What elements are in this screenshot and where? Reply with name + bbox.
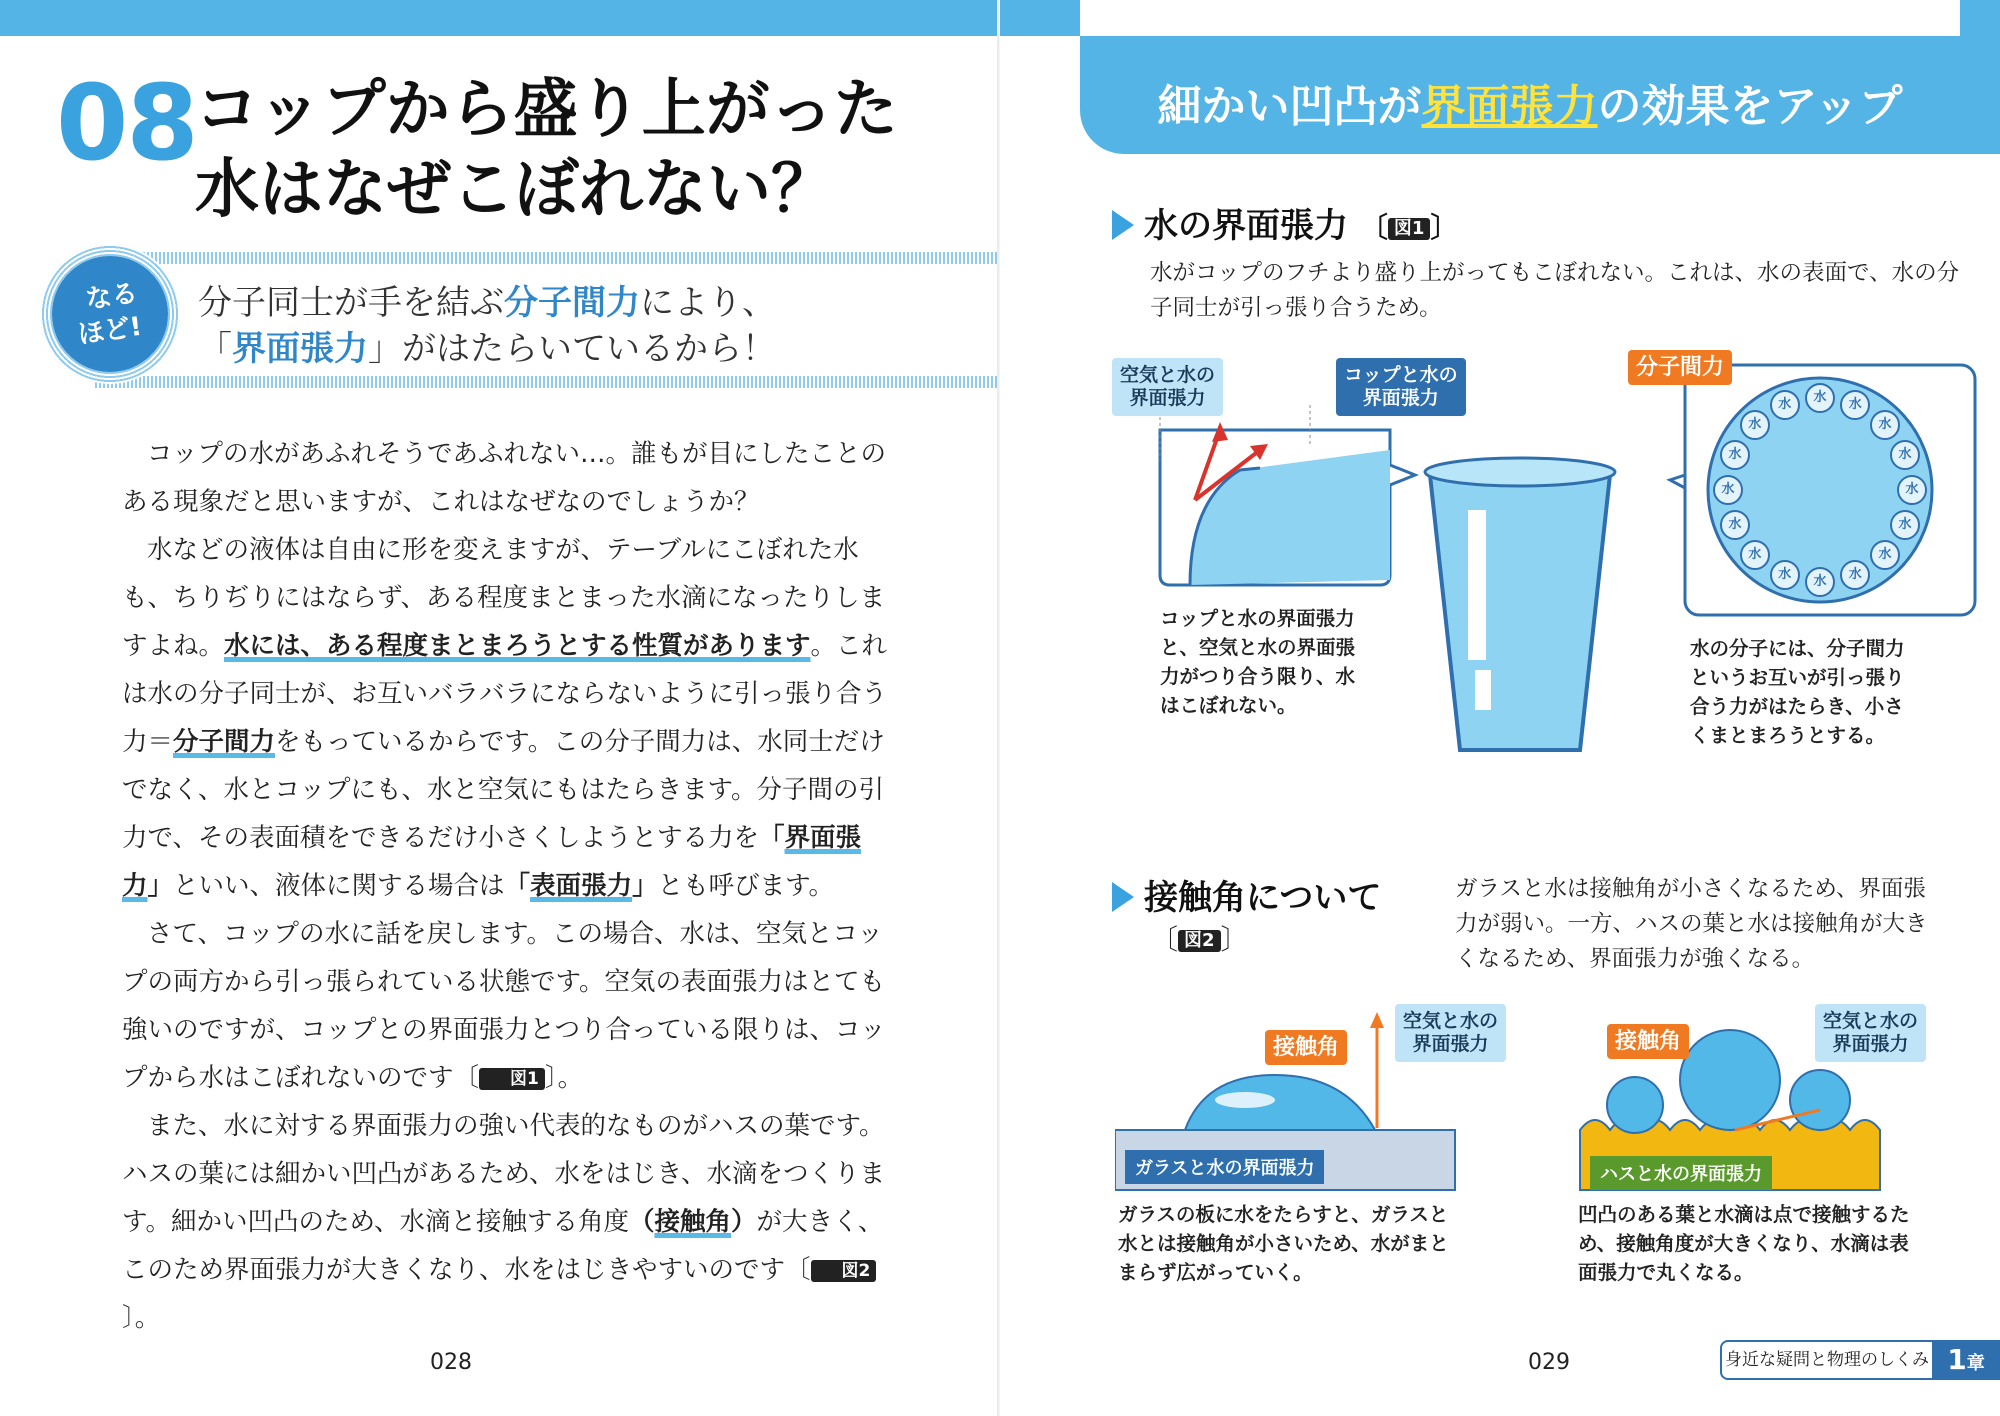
p2c: 。これは水の分子同士が、お互いバラバラにならないように引っ張り合う力＝ xyxy=(122,631,888,757)
top-bar-right xyxy=(1000,0,1080,36)
water-molecule: 水 xyxy=(1740,540,1770,570)
f2b-l1: 空気と水の xyxy=(1823,1010,1919,1032)
p2l: 」 xyxy=(632,871,658,901)
water-molecule: 水 xyxy=(1890,440,1920,470)
p2i: といい、液体に関する場合は xyxy=(173,871,505,901)
f1cr-3: くまとまろうとする。 xyxy=(1690,724,1886,747)
fig2-air-label-right xyxy=(1815,1004,1926,1062)
cup-water-top xyxy=(1425,458,1615,486)
fig2-caption-right xyxy=(1578,1200,1910,1287)
fig1-air-l2: 界面張力 xyxy=(1129,387,1206,409)
section-2-text: ガラスと水は接触角が小さくなるため、界面張力が弱い。一方、ハスの葉と水は接触角が大きくなるため、界面張力が強くなる。 xyxy=(1455,876,1928,972)
chapter-num: 1 xyxy=(1947,1343,1967,1376)
sec2-fig-bracket: 〔 図2 〕 xyxy=(1150,923,1249,956)
p2j: 「 xyxy=(504,871,531,901)
fig2-caption-left xyxy=(1118,1200,1449,1287)
banner-b: 界面張力 xyxy=(1421,81,1598,132)
p2m: とも呼びます。 xyxy=(657,871,835,901)
p4f: 〕。 xyxy=(122,1303,161,1333)
fig1-caption-left xyxy=(1160,604,1355,720)
p3a: さて、コップの水に話を戻します。この場合、水は、空気とコップの両方から引っ張られている状態です。空気の表面張力はとても強いのですが、コップとの界面張力とつり合っている限りは、コップから水はこぼれないのです〔 xyxy=(122,919,886,1093)
water-molecule: 水 xyxy=(1840,390,1870,420)
paragraph-3 xyxy=(122,910,892,1102)
f2a-l1: 空気と水の xyxy=(1403,1010,1499,1032)
p3b: 〕。 xyxy=(544,1063,584,1093)
f1cl-1: と、空気と水の界面張 xyxy=(1160,636,1356,659)
water-molecule: 水 xyxy=(1740,410,1770,440)
f1cl-2: 力がつり合う限り、水 xyxy=(1160,665,1356,688)
p2f: 「 xyxy=(759,823,785,853)
f1cl-0: コップと水の界面張力 xyxy=(1160,607,1355,630)
paragraph-2 xyxy=(122,526,892,910)
chapter-unit: 章 xyxy=(1966,1353,1985,1374)
p4e: が大きく、このため界面張力が大きくなり、水をはじきやすいのです〔 xyxy=(122,1207,884,1285)
water-molecule: 水 xyxy=(1870,410,1900,440)
banner-a: 細かい凹凸が xyxy=(1157,81,1422,132)
chapter-tab-label: 身近な疑問と物理のしくみ xyxy=(1720,1340,1934,1380)
answer-1c: により、 xyxy=(640,283,776,323)
section-1-title: 水の界面張力 xyxy=(1144,206,1348,246)
cup-highlight-2 xyxy=(1475,670,1491,710)
fig1-cup-label xyxy=(1336,358,1466,416)
fig2-air-label-left xyxy=(1395,1004,1506,1062)
lotus-droplet-2 xyxy=(1680,1030,1780,1130)
banner-c: の効果をアップ xyxy=(1597,81,1903,132)
fig1-air-label xyxy=(1112,358,1223,416)
page-number-left: 028 xyxy=(430,1350,472,1375)
chapter-number: 08 xyxy=(56,62,197,184)
banner xyxy=(1080,36,2000,154)
answer-1a: 分子同士が手を結ぶ xyxy=(198,283,504,323)
top-bar-right-edge xyxy=(1960,0,2000,36)
p2d: 分子間力 xyxy=(173,727,276,757)
right-page xyxy=(1000,0,2000,1416)
water-molecule: 水 xyxy=(1805,567,1835,597)
banner-title xyxy=(1080,70,1980,134)
fig1-cup-l1: コップと水の xyxy=(1344,364,1458,386)
section-1-heading xyxy=(1112,198,1458,247)
f2cr-0: 凹凸のある葉と水滴は点で接触するた xyxy=(1578,1203,1910,1226)
section-2-heading xyxy=(1112,870,1381,919)
f1cr-1: というお互いが引っ張り xyxy=(1690,666,1905,689)
lotus-tension-bar: ハスと水の界面張力 xyxy=(1590,1156,1772,1190)
water-molecule: 水 xyxy=(1805,383,1835,413)
droplet-shine xyxy=(1215,1092,1275,1108)
sec1-bracket: 〔 図1 〕 xyxy=(1359,211,1459,244)
figure-ref-1: 図1 xyxy=(479,1068,545,1090)
flat-droplet xyxy=(1185,1075,1375,1130)
figure-ref-2: 図2 xyxy=(811,1260,877,1282)
stripe-top xyxy=(95,252,1000,264)
badge-line-2: ほど! xyxy=(76,311,144,351)
page-title xyxy=(195,70,898,230)
f1cr-0: 水の分子には、分子間力 xyxy=(1690,637,1905,660)
p4b: （ xyxy=(628,1207,655,1237)
chapter-tab-number xyxy=(1932,1340,2000,1380)
answer-2a: 「 xyxy=(198,329,232,369)
p4c: 接触角 xyxy=(654,1207,731,1237)
title-line-2: 水はなぜこぼれない？ xyxy=(195,153,835,227)
glass-tension-bar: ガラスと水の界面張力 xyxy=(1125,1150,1324,1184)
p2a: 水などの液体は自由に形を変えますが、テーブルにこぼれた水も、ちりぢりにはならず、ある程度まとまった水滴になったりしますよね。 xyxy=(122,535,885,661)
p2k: 表面張力 xyxy=(530,871,633,901)
water-molecule: 水 xyxy=(1897,475,1927,505)
body-text xyxy=(122,430,892,1342)
answer-2b: 界面張力 xyxy=(232,329,368,369)
triangle-icon xyxy=(1112,210,1134,240)
title-line-1: コップから盛り上がった xyxy=(195,73,898,147)
water-molecule: 水 xyxy=(1713,475,1743,505)
fig1-mol-label: 分子間力 xyxy=(1628,350,1732,385)
fig1-air-l1: 空気と水の xyxy=(1120,364,1216,386)
f1cl-3: はこぼれない。 xyxy=(1160,694,1297,717)
p2h: 」 xyxy=(147,871,174,901)
pointer-right xyxy=(1670,475,1685,488)
water-molecule: 水 xyxy=(1890,510,1920,540)
p2b: 水には、ある程度まとまろうとする性質があります xyxy=(224,631,811,661)
lotus-droplet-1 xyxy=(1607,1077,1663,1133)
water-molecule: 水 xyxy=(1770,560,1800,590)
answer-badge xyxy=(52,256,168,372)
f2cl-2: まらず広がっていく。 xyxy=(1118,1261,1313,1284)
p4d: ） xyxy=(730,1207,757,1237)
p2g: 界面張力 xyxy=(122,823,862,901)
fig1-caption-right xyxy=(1690,634,1905,750)
section-1-text: 水がコップのフチより盛り上がってもこぼれない。これは、水の表面で、水の分子同士が引っ張り合うため。 xyxy=(1150,260,1960,321)
f2b-l2: 界面張力 xyxy=(1832,1033,1909,1055)
water-molecule: 水 xyxy=(1720,510,1750,540)
section-2-fig: 図2 xyxy=(1178,930,1221,952)
f2cr-1: め、接触角度が大きくなり、水滴は表 xyxy=(1578,1232,1909,1255)
answer-2c: 」がはたらいているから！ xyxy=(368,329,776,369)
fig2-angle-label-right: 接触角 xyxy=(1607,1024,1689,1059)
section-2-title: 接触角について xyxy=(1144,878,1382,918)
section-1-fig: 図1 xyxy=(1388,218,1431,240)
f2cr-2: 面張力で丸くなる。 xyxy=(1578,1261,1754,1284)
paragraph-1: コップの水があふれそうであふれない…。誰もが目にしたことのある現象だと思いますが、これはなぜなのでしょうか？ xyxy=(122,439,886,517)
page-number-right: 029 xyxy=(1528,1350,1570,1375)
f1cr-2: 合う力がはたらき、小さ xyxy=(1690,695,1904,718)
cup xyxy=(1430,475,1610,750)
top-bar xyxy=(0,0,1000,36)
answer-text xyxy=(198,280,776,372)
p4a: また、水に対する界面張力の強い代表的なものがハスの葉です。ハスの葉には細かい凹凸があるため、水をはじき、水滴をつくります。細かい凹凸のため、水滴と接触する角度 xyxy=(122,1111,885,1237)
cup-highlight xyxy=(1468,510,1486,660)
water-molecule: 水 xyxy=(1870,540,1900,570)
chapter-tab xyxy=(1720,1340,2000,1380)
f2cl-0: ガラスの板に水をたらすと、ガラスと xyxy=(1118,1203,1449,1226)
water-molecule: 水 xyxy=(1770,390,1800,420)
f2a-l2: 界面張力 xyxy=(1412,1033,1489,1055)
fig1-cup-l2: 界面張力 xyxy=(1362,387,1439,409)
water-molecule: 水 xyxy=(1720,440,1750,470)
answer-1b: 分子間力 xyxy=(504,283,640,323)
fig2-angle-label-left: 接触角 xyxy=(1265,1030,1347,1065)
stripe-bottom xyxy=(95,376,1000,388)
f2cl-1: 水とは接触角が小さいため、水がまと xyxy=(1118,1232,1449,1255)
glass-arrowhead xyxy=(1370,1012,1384,1028)
badge-line-1: なる xyxy=(83,278,140,316)
water-molecule: 水 xyxy=(1840,560,1870,590)
lotus-droplet-3 xyxy=(1790,1070,1850,1130)
triangle-icon-2 xyxy=(1112,882,1134,912)
p2e: をもっているからです。この分子間力は、水同士だけでなく、水とコップにも、水と空気にもはたらきます。分子間の引力で、その表面積をできるだけ小さくしようとする力を xyxy=(122,727,885,853)
paragraph-4 xyxy=(122,1102,892,1342)
